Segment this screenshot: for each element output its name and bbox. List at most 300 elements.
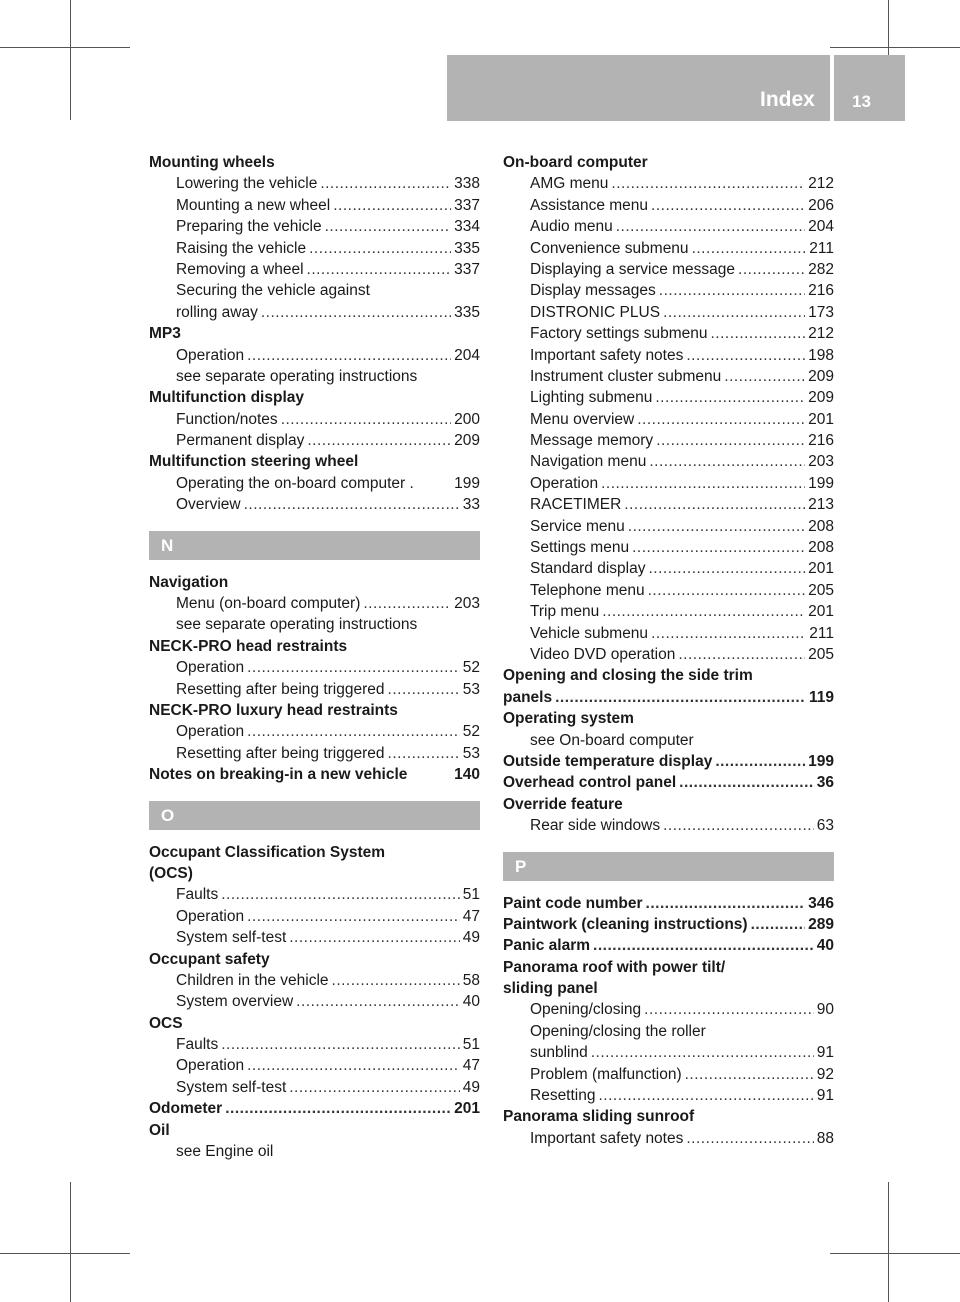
index-subentry	[503, 580, 834, 601]
entry-text: Audio menu	[530, 218, 613, 236]
page-reference: 211	[809, 239, 834, 257]
index-entry	[503, 794, 834, 815]
entry-text: Instrument cluster submenu	[530, 367, 722, 385]
entry-text: Panorama roof with power tilt/	[503, 958, 726, 976]
leader-dots	[325, 216, 452, 237]
index-subentry	[503, 1021, 834, 1042]
page-reference: 88	[816, 1129, 834, 1147]
entry-text: sliding panel	[503, 980, 598, 998]
index-subentry	[149, 216, 480, 237]
index-entry	[149, 949, 480, 970]
crop-mark	[0, 1253, 130, 1254]
entry-text: Factory settings submenu	[530, 325, 708, 343]
index-subentry	[149, 927, 480, 948]
index-subentry	[149, 1034, 480, 1055]
leader-dots	[651, 623, 806, 644]
entry-text: MP3	[149, 325, 181, 343]
leader-dots	[611, 173, 805, 194]
entry-text: Multifunction steering wheel	[149, 453, 359, 471]
entry-text: Assistance menu	[530, 196, 649, 214]
leader-dots	[225, 1098, 451, 1119]
page-reference: 203	[454, 595, 480, 613]
index-entry	[149, 863, 480, 884]
entry-text: Operating system	[503, 710, 634, 728]
page-reference: 199	[808, 474, 834, 492]
leader-dots	[247, 906, 460, 927]
page-reference: 51	[462, 886, 480, 904]
page-reference: 203	[808, 453, 834, 471]
entry-text: Important safety notes	[530, 346, 684, 364]
page-reference: 201	[808, 410, 834, 428]
index-subentry	[149, 1055, 480, 1076]
index-entry	[503, 957, 834, 978]
entry-text: Menu (on-board computer)	[176, 595, 361, 613]
entry-text: Operating the on-board computer .	[176, 474, 414, 492]
index-subentry	[503, 1085, 834, 1106]
index-subentry	[503, 601, 834, 622]
entry-text: System overview	[176, 993, 294, 1011]
index-subentry	[149, 238, 480, 259]
page-reference: 289	[808, 915, 834, 933]
page-reference: 201	[808, 603, 834, 621]
leader-dots	[656, 430, 805, 451]
index-subentry	[503, 473, 834, 494]
page-reference: 47	[462, 1057, 480, 1075]
index-subentry	[503, 494, 834, 515]
index-subentry	[503, 730, 834, 751]
entry-text: Lighting submenu	[530, 389, 653, 407]
leader-dots	[751, 914, 806, 935]
leader-dots	[363, 593, 451, 614]
entry-text: Settings menu	[530, 539, 630, 557]
entry-text: Overview	[176, 496, 241, 514]
index-subentry	[503, 387, 834, 408]
leader-dots	[616, 216, 805, 237]
index-subentry	[149, 657, 480, 678]
section-letter-bar: P	[503, 852, 834, 881]
leader-dots	[655, 387, 805, 408]
index-entry	[503, 751, 834, 772]
index-subentry	[503, 259, 834, 280]
index-subentry	[149, 280, 480, 301]
index-subentry	[149, 743, 480, 764]
index-entry	[503, 935, 834, 956]
page-reference: 52	[462, 723, 480, 741]
page-reference: 36	[816, 774, 834, 792]
leader-dots	[602, 601, 805, 622]
header-band	[447, 55, 905, 121]
entry-text: Resetting after being triggered	[176, 744, 385, 762]
leader-dots	[307, 430, 451, 451]
leader-dots	[715, 751, 805, 772]
index-subentry	[503, 1042, 834, 1063]
entry-text: Operation	[176, 907, 245, 925]
index-entry	[503, 893, 834, 914]
entry-text: Paint code number	[503, 894, 643, 912]
entry-text: Vehicle submenu	[530, 624, 649, 642]
entry-text: Operation	[176, 346, 245, 364]
page-reference: 91	[816, 1087, 834, 1105]
page-reference: 211	[809, 624, 834, 642]
leader-dots	[333, 195, 451, 216]
entry-text: Telephone menu	[530, 581, 645, 599]
leader-dots	[679, 772, 814, 793]
index-subentry	[503, 1064, 834, 1085]
page-reference: 173	[808, 303, 834, 321]
entry-text: Occupant safety	[149, 950, 270, 968]
index-subentry	[503, 451, 834, 472]
index-entry	[149, 1098, 480, 1119]
page-reference: 33	[462, 496, 480, 514]
page-reference: 204	[808, 218, 834, 236]
leader-dots	[261, 302, 451, 323]
page-reference: 282	[808, 260, 834, 278]
entry-text: System self-test	[176, 929, 287, 947]
page-reference: 90	[816, 1001, 834, 1019]
entry-text: Displaying a service message	[530, 260, 736, 278]
index-subentry	[149, 302, 480, 323]
index-subentry	[149, 906, 480, 927]
entry-text: Panorama sliding sunroof	[503, 1108, 695, 1126]
entry-text: Opening and closing the side trim	[503, 667, 753, 685]
page-reference: 205	[808, 581, 834, 599]
index-entry	[149, 451, 480, 472]
page-reference: 40	[816, 937, 834, 955]
entry-text: Paintwork (cleaning instructions)	[503, 915, 748, 933]
entry-text: Problem (malfunction)	[530, 1065, 682, 1083]
index-subentry	[149, 593, 480, 614]
page-reference: 338	[454, 175, 480, 193]
index-subentry	[503, 216, 834, 237]
entry-text: OCS	[149, 1014, 183, 1032]
index-subentry	[503, 173, 834, 194]
entry-text: Occupant Classification System	[149, 843, 386, 861]
leader-dots	[738, 259, 805, 280]
leader-dots	[651, 195, 805, 216]
entry-text: Faults	[176, 886, 219, 904]
leader-dots	[649, 451, 805, 472]
entry-text: Rear side windows	[530, 817, 661, 835]
leader-dots	[247, 657, 460, 678]
page-reference: 337	[454, 196, 480, 214]
index-entry	[503, 1106, 834, 1127]
index-subentry	[149, 473, 480, 494]
entry-text: see separate operating instructions	[176, 616, 418, 634]
index-subentry	[503, 238, 834, 259]
entry-text: NECK-PRO head restraints	[149, 637, 348, 655]
index-entry	[149, 323, 480, 344]
index-subentry	[503, 623, 834, 644]
entry-text: (OCS)	[149, 864, 193, 882]
entry-text: rolling away	[176, 303, 258, 321]
leader-dots	[646, 893, 806, 914]
entry-text: Navigation	[149, 573, 229, 591]
index-subentry	[503, 280, 834, 301]
index-subentry	[503, 302, 834, 323]
page-reference: 47	[462, 907, 480, 925]
index-subentry	[503, 558, 834, 579]
index-entry	[149, 1120, 480, 1141]
leader-dots	[724, 366, 805, 387]
entry-text: Override feature	[503, 795, 623, 813]
entry-text: Multifunction display	[149, 389, 304, 407]
leader-dots	[644, 999, 814, 1020]
page-reference: 208	[808, 517, 834, 535]
index-entry	[503, 665, 834, 686]
entry-text: Raising the vehicle	[176, 239, 307, 257]
leader-dots	[332, 970, 460, 991]
entry-text: Trip menu	[530, 603, 600, 621]
entry-text: System self-test	[176, 1078, 287, 1096]
leader-dots	[307, 259, 452, 280]
index-subentry	[149, 173, 480, 194]
page-reference: 92	[816, 1065, 834, 1083]
index-subentry	[503, 430, 834, 451]
leader-dots	[686, 1128, 813, 1149]
index-subentry	[149, 721, 480, 742]
index-subentry	[149, 195, 480, 216]
index-subentry	[149, 345, 480, 366]
leader-dots	[632, 537, 805, 558]
index-subentry	[149, 884, 480, 905]
page-reference: 204	[454, 346, 480, 364]
page-reference: 53	[462, 744, 480, 762]
entry-text: Removing a wheel	[176, 260, 304, 278]
entry-text: Resetting	[530, 1087, 596, 1105]
leader-dots	[281, 409, 451, 430]
leader-dots	[247, 1055, 460, 1076]
index-subentry	[149, 1077, 480, 1098]
leader-dots	[388, 679, 460, 700]
page-reference: 199	[454, 474, 480, 492]
entry-text: see separate operating instructions	[176, 367, 418, 385]
leader-dots	[591, 1042, 814, 1063]
entry-text: Securing the vehicle against	[176, 282, 370, 300]
entry-text: Convenience submenu	[530, 239, 689, 257]
entry-text: Resetting after being triggered	[176, 680, 385, 698]
index-subentry	[503, 345, 834, 366]
index-entry	[149, 636, 480, 657]
index-entry	[149, 700, 480, 721]
leader-dots	[247, 721, 460, 742]
page-reference: 337	[454, 260, 480, 278]
page-reference: 201	[808, 560, 834, 578]
entry-text: Function/notes	[176, 410, 278, 428]
leader-dots	[296, 991, 460, 1012]
entry-text: Mounting a new wheel	[176, 196, 331, 214]
index-subentry	[149, 259, 480, 280]
entry-text: see On-board computer	[530, 731, 694, 749]
page-reference: 208	[808, 539, 834, 557]
leader-dots	[598, 1085, 813, 1106]
leader-dots	[289, 927, 460, 948]
leader-dots	[648, 558, 805, 579]
page-reference: 49	[462, 1078, 480, 1096]
page-reference: 209	[808, 389, 834, 407]
entry-text: panels	[503, 688, 553, 706]
leader-dots	[320, 173, 451, 194]
index-entry	[503, 687, 834, 708]
page-reference: 216	[808, 432, 834, 450]
index-column-left	[149, 152, 480, 1162]
page-reference: 49	[462, 929, 480, 947]
entry-text: DISTRONIC PLUS	[530, 303, 661, 321]
entry-text: AMG menu	[530, 175, 609, 193]
index-entry	[149, 387, 480, 408]
leader-dots	[309, 238, 451, 259]
crop-mark	[830, 1253, 960, 1254]
crop-mark	[70, 1182, 71, 1302]
entry-text: Lowering the vehicle	[176, 175, 318, 193]
index-subentry	[149, 679, 480, 700]
page-reference: 346	[808, 894, 834, 912]
leader-dots	[648, 580, 806, 601]
index-subentry	[503, 195, 834, 216]
index-subentry	[149, 1141, 480, 1162]
index-subentry	[503, 537, 834, 558]
entry-text: Standard display	[530, 560, 646, 578]
entry-text: Faults	[176, 1036, 219, 1054]
entry-text: Outside temperature display	[503, 752, 713, 770]
entry-text: Important safety notes	[530, 1129, 684, 1147]
entry-text: see Engine oil	[176, 1143, 274, 1161]
page-reference: 205	[808, 645, 834, 663]
page-reference: 40	[462, 993, 480, 1011]
index-entry	[149, 572, 480, 593]
index-subentry	[503, 323, 834, 344]
page-reference: 200	[454, 410, 480, 428]
index-entry	[503, 914, 834, 935]
page-reference: 212	[808, 325, 834, 343]
page-reference: 212	[808, 175, 834, 193]
leader-dots	[663, 302, 805, 323]
index-subentry	[503, 1128, 834, 1149]
section-letter-bar: O	[149, 801, 480, 830]
page-reference: 335	[454, 303, 480, 321]
page-title: Index	[760, 88, 815, 111]
page-reference: 91	[816, 1044, 834, 1062]
entry-text: Overhead control panel	[503, 774, 677, 792]
entry-text: Permanent display	[176, 432, 305, 450]
page-number: 13	[852, 92, 871, 111]
leader-dots	[601, 473, 805, 494]
page-reference: 119	[808, 688, 834, 706]
index-entry	[503, 772, 834, 793]
index-entry	[149, 1013, 480, 1034]
leader-dots	[388, 743, 460, 764]
leader-dots	[247, 345, 451, 366]
entry-text: Operation	[530, 474, 599, 492]
page-reference: 213	[808, 496, 834, 514]
index-subentry	[503, 815, 834, 836]
index-subentry	[149, 614, 480, 635]
page-reference: 51	[462, 1036, 480, 1054]
index-entry	[503, 152, 834, 173]
leader-dots	[637, 409, 805, 430]
entry-text: Children in the vehicle	[176, 971, 329, 989]
entry-text: Message memory	[530, 432, 654, 450]
leader-dots	[685, 1064, 814, 1085]
leader-dots	[593, 935, 814, 956]
index-entry	[149, 842, 480, 863]
entry-text: Mounting wheels	[149, 154, 275, 171]
header-divider	[830, 55, 834, 121]
leader-dots	[659, 280, 805, 301]
page-reference: 63	[816, 817, 834, 835]
index-column-right	[503, 152, 834, 1149]
page-reference: 209	[454, 432, 480, 450]
leader-dots	[663, 815, 814, 836]
leader-dots	[555, 687, 806, 708]
leader-dots	[624, 494, 805, 515]
section-letter-bar: N	[149, 531, 480, 560]
entry-text: Operation	[176, 723, 245, 741]
page-reference: 201	[454, 1100, 480, 1118]
page-reference: 58	[462, 971, 480, 989]
index-entry	[503, 978, 834, 999]
index-subentry	[503, 409, 834, 430]
entry-text: Panic alarm	[503, 937, 591, 955]
index-subentry	[503, 999, 834, 1020]
entry-text: Odometer	[149, 1100, 223, 1118]
page-reference: 52	[462, 659, 480, 677]
index-subentry	[149, 409, 480, 430]
index-subentry	[503, 644, 834, 665]
crop-mark	[70, 0, 71, 120]
entry-text: On-board computer	[503, 154, 648, 171]
index-entry	[503, 708, 834, 729]
index-subentry	[149, 366, 480, 387]
leader-dots	[628, 516, 805, 537]
entry-text: sunblind	[530, 1044, 588, 1062]
entry-text: RACETIMER	[530, 496, 622, 514]
entry-text: Opening/closing	[530, 1001, 642, 1019]
crop-mark	[0, 47, 130, 48]
index-subentry	[149, 430, 480, 451]
page-reference: 206	[808, 196, 834, 214]
index-subentry	[503, 516, 834, 537]
entry-text: Service menu	[530, 517, 625, 535]
page-reference: 53	[462, 680, 480, 698]
entry-text: NECK-PRO luxury head restraints	[149, 701, 398, 719]
index-subentry	[503, 366, 834, 387]
entry-text: Oil	[149, 1121, 170, 1139]
index-subentry	[149, 494, 480, 515]
entry-text: Navigation menu	[530, 453, 647, 471]
entry-text: Notes on breaking-in a new vehicle	[149, 766, 408, 784]
leader-dots	[289, 1077, 460, 1098]
leader-dots	[221, 884, 460, 905]
leader-dots	[244, 494, 460, 515]
page-reference: 209	[808, 367, 834, 385]
page-reference: 334	[454, 218, 480, 236]
leader-dots	[692, 238, 807, 259]
entry-text: Operation	[176, 659, 245, 677]
leader-dots	[710, 323, 805, 344]
crop-mark	[830, 47, 960, 48]
entry-text: Preparing the vehicle	[176, 218, 322, 236]
page-reference: 216	[808, 282, 834, 300]
index-entry	[149, 764, 480, 785]
page-reference: 198	[808, 346, 834, 364]
entry-text: Display messages	[530, 282, 656, 300]
page-reference: 335	[454, 239, 480, 257]
page-reference: 199	[808, 752, 834, 770]
page-reference: 140	[454, 766, 480, 784]
leader-dots	[686, 345, 805, 366]
entry-text: Operation	[176, 1057, 245, 1075]
entry-text: Opening/closing the roller	[530, 1022, 706, 1040]
